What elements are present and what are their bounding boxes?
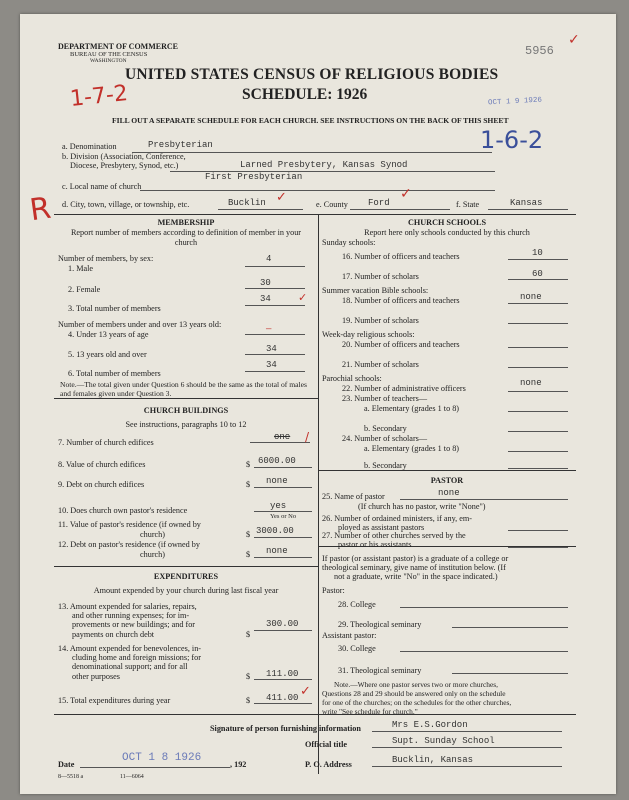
q19-label: 19. Number of scholars <box>342 316 419 325</box>
year-suffix: , 192 <box>230 760 247 769</box>
q23b-label: b. Secondary <box>364 424 407 433</box>
membership-heading: MEMBERSHIP <box>157 218 215 227</box>
pastor-note-4: write "See schedule for church." <box>322 707 418 716</box>
q12-label-2: church) <box>140 550 166 559</box>
division-label: b. Division (Association, Conference, <box>62 152 186 161</box>
q2-label: 2. Female <box>68 285 101 294</box>
q17-value: 60 <box>532 269 543 279</box>
q6-value: 34 <box>266 360 277 370</box>
q1-label: 1. Male <box>68 264 94 273</box>
q15-dollar: $ <box>246 696 251 705</box>
instruction-line: FILL OUT A SEPARATE SCHEDULE FOR EACH CHURCH. SEE INSTRUCTIONS ON THE BACK OF THIS SHEET <box>112 116 509 125</box>
q13-label-4: payments on church debt <box>72 630 155 639</box>
city-label: WASHINGTON <box>90 58 127 64</box>
local-name-label: c. Local name of church <box>62 182 142 191</box>
q17-label: 17. Number of scholars <box>342 272 419 281</box>
q13-value: 300.00 <box>266 619 299 629</box>
yes-no-hint: Yes or No <box>270 513 297 520</box>
census-title: UNITED STATES CENSUS OF RELIGIOUS BODIES <box>125 66 499 83</box>
q10-value: yes <box>270 501 287 511</box>
q6-label: 6. Total number of members <box>68 369 161 378</box>
buildings-subheading: See instructions, paragraphs 10 to 12 <box>125 420 247 429</box>
po-address-label: P. O. Address <box>305 760 352 769</box>
county-value: Ford <box>368 198 390 208</box>
q12-label: 12. Debt on pastor's residence (if owned by <box>58 540 200 549</box>
q14-dollar: $ <box>246 672 251 681</box>
schedule-number: 5956 <box>525 44 554 58</box>
q24b-label: b. Secondary <box>364 461 407 470</box>
q14-value: 111.00 <box>266 669 299 679</box>
q27-label-2: pastor or his assistants <box>338 540 412 549</box>
received-stamp: OCT 1 9 1926 <box>487 96 543 108</box>
expenditures-subheading: Amount expended by your church during last fiscal year <box>93 586 279 595</box>
graduate-line-3: not a graduate, write "No" in the space indicated.) <box>334 572 498 581</box>
q12-value: none <box>266 546 288 556</box>
q8-label: 8. Value of church edifices <box>58 460 146 469</box>
census-schedule-page <box>20 14 616 794</box>
q8-value: 6000.00 <box>258 456 296 466</box>
state-value: Kansas <box>510 198 543 208</box>
q11-label: 11. Value of pastor's residence (if owned by <box>58 520 201 529</box>
signature-value: Mrs E.S.Gordon <box>392 720 468 730</box>
q4-label: 4. Under 13 years of age <box>68 330 149 339</box>
r-mark-handwritten: R <box>27 190 54 229</box>
total-expend-check-icon: ✓ <box>300 684 311 699</box>
q9-dollar: $ <box>246 480 251 489</box>
code-right-handwritten: 1-6-2 <box>480 126 544 154</box>
q11-value: 3000.00 <box>256 526 294 536</box>
denomination-value: Presbyterian <box>148 140 213 150</box>
q13-dollar: $ <box>246 630 251 639</box>
official-title-label: Official title <box>305 740 348 749</box>
graduate-line-2: theological seminary, give name of institution below. (If <box>322 563 506 572</box>
pastor-note-1: Note.—Where one pastor serves two or more churches, <box>334 680 498 689</box>
q27-label: 27. Number of other churches served by the <box>322 531 466 540</box>
q12-dollar: $ <box>246 550 251 559</box>
q28-label: 28. College <box>338 600 376 609</box>
q25-label: 25. Name of pastor <box>322 492 385 501</box>
q23-label: 23. Number of teachers— <box>342 394 428 403</box>
q14-label-3: denominational support; and for all <box>72 662 188 671</box>
check-mark-icon: ✓ <box>568 32 580 48</box>
local-name-value: First Presbyterian <box>205 172 303 182</box>
q3-value: 34 <box>260 294 271 304</box>
schools-subheading: Report here only schools conducted by this church <box>364 228 530 237</box>
pastor-note-2: Questions 28 and 29 should be answered only on the schedule <box>322 689 506 698</box>
expenditures-heading: EXPENDITURES <box>153 572 219 581</box>
q11-label-2: church) <box>140 530 166 539</box>
q2-value: 30 <box>260 278 271 288</box>
q25-note: (If church has no pastor, write "None") <box>358 502 486 511</box>
q5-value: 34 <box>266 344 277 354</box>
buildings-heading: CHURCH BUILDINGS <box>143 406 229 415</box>
by-sex-label: Number of members, by sex: <box>58 254 154 263</box>
q26-label: 26. Number of ordained ministers, if any, em- <box>322 514 472 523</box>
print-number: 11—6064 <box>120 774 144 780</box>
pastor-note-3: for one of the churches; on the schedules for the other churches, <box>322 698 512 707</box>
q26-label-2: ployed as assistant pastors <box>338 523 425 532</box>
q14-label-4: other purposes <box>72 672 120 681</box>
q24-label: 24. Number of scholars— <box>342 434 428 443</box>
q10-label: 10. Does church own pastor's residence <box>58 506 188 515</box>
schools-heading: CHURCH SCHOOLS <box>407 218 487 227</box>
q24a-label: a. Elementary (grades 1 to 8) <box>364 444 460 453</box>
membership-note: Note.—The total given under Question 6 should be the same as the total of males and females given under Question 3. <box>60 380 307 398</box>
county-label: e. County <box>316 200 348 209</box>
official-title-value: Supt. Sunday School <box>392 736 495 746</box>
date-label: Date <box>58 760 75 769</box>
state-label: f. State <box>456 200 480 209</box>
weekday-label: Week-day religious schools: <box>322 330 415 339</box>
city-field-value: Bucklin <box>228 198 266 208</box>
city-check-icon: ✓ <box>276 190 287 205</box>
q1-value: 4 <box>266 254 272 264</box>
q9-label: 9. Debt on church edifices <box>58 480 145 489</box>
denomination-label: a. Denomination <box>62 142 117 151</box>
department-label: DEPARTMENT OF COMMERCE <box>58 42 179 51</box>
q31-label: 31. Theological seminary <box>338 666 422 675</box>
q7-value: one <box>274 432 291 442</box>
q11-dollar: $ <box>246 530 251 539</box>
bureau-label: BUREAU OF THE CENSUS <box>70 51 148 58</box>
q29-label: 29. Theological seminary <box>338 620 422 629</box>
division-value: Larned Presbytery, Kansas Synod <box>240 160 408 170</box>
q23a-label: a. Elementary (grades 1 to 8) <box>364 404 460 413</box>
pastor-subhead: Pastor: <box>322 586 345 595</box>
q15-value: 411.00 <box>266 693 299 703</box>
q15-label: 15. Total expenditures during year <box>58 696 171 705</box>
date-stamp: OCT 1 8 1926 <box>122 752 202 764</box>
q30-label: 30. College <box>338 644 376 653</box>
q14-label-2: cluding home and foreign missions; for <box>72 653 201 662</box>
age-heading: Number of members under and over 13 years old: <box>58 320 222 329</box>
q16-label: 16. Number of officers and teachers <box>342 252 460 261</box>
graduate-line-1: If pastor (or assistant pastor) is a graduate of a college or <box>322 554 509 563</box>
schedule-title: SCHEDULE: 1926 <box>242 86 368 103</box>
q18-value: none <box>520 292 542 302</box>
q13-label-2: and other running expenses; for im- <box>72 611 190 620</box>
q20-label: 20. Number of officers and teachers <box>342 340 460 349</box>
q8-dollar: $ <box>246 460 251 469</box>
county-check-icon: ✓ <box>400 186 412 202</box>
edifices-check-icon: / <box>305 430 310 444</box>
q22-label: 22. Number of administrative officers <box>342 384 466 393</box>
q16-value: 10 <box>532 248 543 258</box>
q13-label: 13. Amount expended for salaries, repairs, <box>58 602 197 611</box>
asst-pastor-subhead: Assistant pastor: <box>322 631 377 640</box>
q3-label: 3. Total number of members <box>68 304 161 313</box>
pastor-heading: PASTOR <box>430 476 464 485</box>
q9-value: none <box>266 476 288 486</box>
q4-value: — <box>266 324 272 334</box>
form-number: 8—5518 a <box>58 774 84 780</box>
q5-label: 5. 13 years old and over <box>68 350 147 359</box>
summer-label: Summer vacation Bible schools: <box>322 286 429 295</box>
q14-label: 14. Amount expended for benevolences, in- <box>58 644 202 653</box>
q25-value: none <box>438 488 460 498</box>
membership-subheading: Report number of members according to definition of member in your church <box>70 228 302 247</box>
po-address-value: Bucklin, Kansas <box>392 755 474 765</box>
parochial-label: Parochial schools: <box>322 374 382 383</box>
code-left-handwritten: 1-7-2 <box>68 81 130 112</box>
q22-value: none <box>520 378 542 388</box>
q7-label: 7. Number of church edifices <box>58 438 154 447</box>
q18-label: 18. Number of officers and teachers <box>342 296 460 305</box>
signature-label: Signature of person furnishing information <box>210 724 361 733</box>
city-field-label: d. City, town, village, or township, etc. <box>62 200 190 209</box>
q21-label: 21. Number of scholars <box>342 360 419 369</box>
total-check-icon: ✓ <box>298 291 308 304</box>
q13-label-3: provements or new buildings; and for <box>72 620 196 629</box>
sunday-label: Sunday schools: <box>322 238 376 247</box>
division-label-2: Diocese, Presbytery, Synod, etc.) <box>70 161 179 170</box>
